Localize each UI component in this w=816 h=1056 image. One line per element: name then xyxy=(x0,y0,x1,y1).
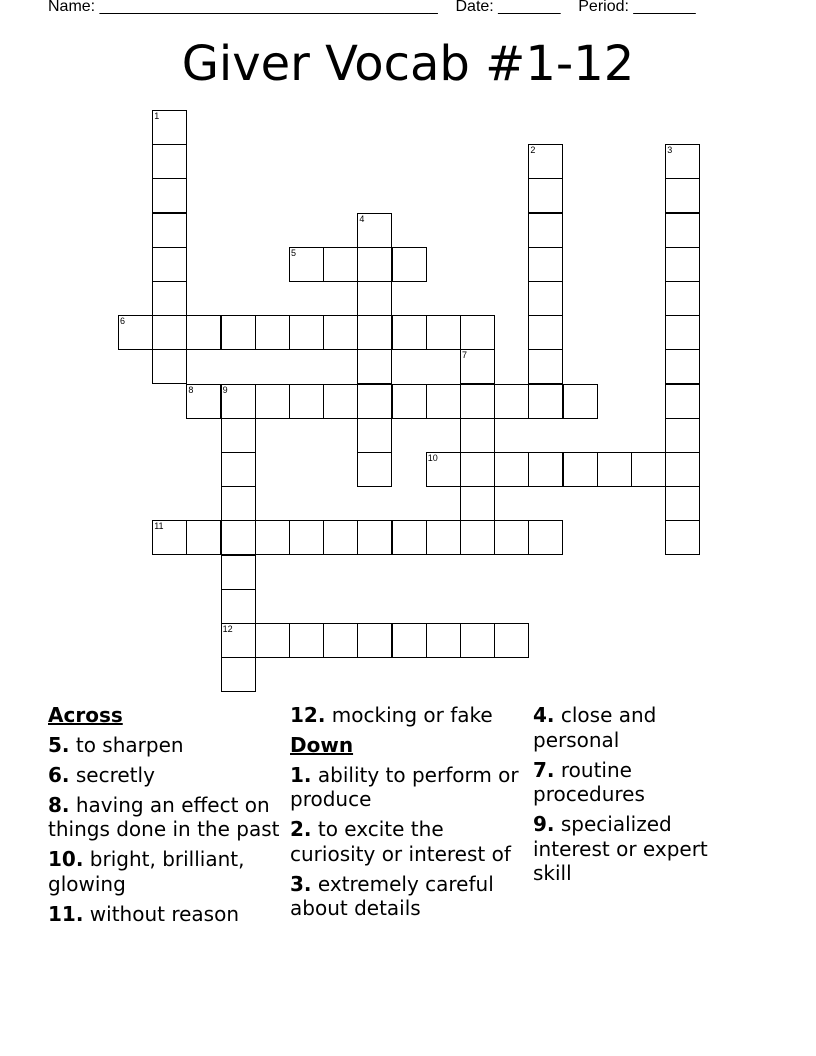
grid-cell[interactable] xyxy=(152,520,187,555)
grid-cell[interactable] xyxy=(221,486,256,521)
grid-cell[interactable] xyxy=(152,281,187,316)
grid-cell[interactable] xyxy=(392,520,427,555)
page-title: Giver Vocab #1-12 xyxy=(181,36,635,92)
grid-cell[interactable] xyxy=(460,349,495,384)
grid-cell[interactable] xyxy=(221,589,256,624)
grid-cell[interactable] xyxy=(665,281,700,316)
clue-number: 3 xyxy=(667,145,673,156)
grid-cell[interactable] xyxy=(255,384,290,419)
grid-cell[interactable] xyxy=(152,247,187,282)
down-clue: 4. close and personal xyxy=(533,703,657,752)
down-clue: 1. ability to perform or produce xyxy=(290,762,519,811)
clues-column-2 xyxy=(290,703,530,926)
grid-cell[interactable] xyxy=(289,520,324,555)
grid-cell[interactable] xyxy=(152,178,187,213)
grid-cell[interactable] xyxy=(221,520,256,555)
grid-cell[interactable] xyxy=(392,623,427,658)
grid-cell[interactable] xyxy=(631,452,666,487)
grid-cell[interactable] xyxy=(665,486,700,521)
down-clue: 7. routine procedures xyxy=(533,757,645,806)
grid-cell[interactable] xyxy=(289,623,324,658)
clue-number: 5 xyxy=(291,247,297,258)
grid-cell[interactable] xyxy=(563,452,598,487)
across-heading: Across xyxy=(48,703,123,727)
grid-cell[interactable] xyxy=(357,213,392,248)
grid-cell[interactable] xyxy=(426,315,461,350)
grid-cell[interactable] xyxy=(392,384,427,419)
grid-cell[interactable] xyxy=(665,247,700,282)
grid-cell[interactable] xyxy=(665,178,700,213)
across-clue: 12. mocking or fake xyxy=(290,703,493,727)
grid-cell[interactable] xyxy=(528,349,563,384)
grid-cell[interactable] xyxy=(665,315,700,350)
grid-cell[interactable] xyxy=(323,623,358,658)
grid-cell[interactable] xyxy=(528,247,563,282)
grid-cell[interactable] xyxy=(357,315,392,350)
grid-cell[interactable] xyxy=(152,144,187,179)
grid-cell[interactable] xyxy=(460,384,495,419)
grid-cell[interactable] xyxy=(221,555,256,590)
grid-cell[interactable] xyxy=(357,247,392,282)
grid-cell[interactable] xyxy=(357,452,392,487)
grid-cell[interactable] xyxy=(460,486,495,521)
clue-number: 6 xyxy=(120,316,126,327)
grid-cell[interactable] xyxy=(152,315,187,350)
student-info-line: Name: ______________________________________ Date: _______ Period: _______ xyxy=(48,0,696,15)
clue-number: 4 xyxy=(359,213,365,224)
grid-cell[interactable] xyxy=(289,315,324,350)
grid-cell[interactable] xyxy=(357,349,392,384)
grid-cell[interactable] xyxy=(665,213,700,248)
grid-cell[interactable] xyxy=(494,623,529,658)
grid-cell[interactable] xyxy=(152,110,187,145)
clue-number: 8 xyxy=(188,384,194,395)
grid-cell[interactable] xyxy=(221,384,256,419)
grid-cell[interactable] xyxy=(392,315,427,350)
grid-cell[interactable] xyxy=(665,418,700,453)
grid-cell[interactable] xyxy=(392,247,427,282)
grid-cell[interactable] xyxy=(460,418,495,453)
grid-cell[interactable] xyxy=(186,520,221,555)
grid-cell[interactable] xyxy=(152,213,187,248)
across-clue: 5. to sharpen xyxy=(48,732,184,757)
grid-cell[interactable] xyxy=(460,520,495,555)
across-clue: 11. without reason xyxy=(48,901,240,926)
grid-cell[interactable] xyxy=(323,315,358,350)
grid-cell[interactable] xyxy=(528,315,563,350)
grid-cell[interactable] xyxy=(186,315,221,350)
grid-cell[interactable] xyxy=(528,144,563,179)
grid-cell[interactable] xyxy=(460,452,495,487)
grid-cell[interactable] xyxy=(289,247,324,282)
grid-cell[interactable] xyxy=(323,520,358,555)
down-clue: 9. specialized interest or expert skill xyxy=(533,812,708,885)
grid-cell[interactable] xyxy=(357,520,392,555)
grid-cell[interactable] xyxy=(426,452,461,487)
across-clue: 10. bright, brilliant, glowing xyxy=(48,847,245,896)
clue-number: 10 xyxy=(427,453,438,463)
clue-number: 7 xyxy=(462,350,468,361)
grid-cell[interactable] xyxy=(528,520,563,555)
across-clue: 8. having an effect on things done in the past xyxy=(48,792,280,841)
clue-number: 2 xyxy=(530,145,536,156)
grid-cell[interactable] xyxy=(118,315,153,350)
grid-cell[interactable] xyxy=(323,247,358,282)
clue-number: 12 xyxy=(222,624,233,634)
grid-cell[interactable] xyxy=(528,384,563,419)
grid-cell[interactable] xyxy=(665,144,700,179)
grid-cell[interactable] xyxy=(563,384,598,419)
down-heading: Down xyxy=(290,733,354,757)
grid-cell[interactable] xyxy=(323,384,358,419)
grid-cell[interactable] xyxy=(289,384,324,419)
down-clue: 2. to excite the curiosity or interest of xyxy=(290,817,511,866)
clues-column-3 xyxy=(533,703,743,891)
grid-cell[interactable] xyxy=(357,623,392,658)
grid-cell[interactable] xyxy=(528,281,563,316)
grid-cell[interactable] xyxy=(528,452,563,487)
grid-cell[interactable] xyxy=(494,520,529,555)
grid-cell[interactable] xyxy=(357,418,392,453)
grid-cell[interactable] xyxy=(528,213,563,248)
grid-cell[interactable] xyxy=(426,623,461,658)
grid-cell[interactable] xyxy=(221,623,256,658)
grid-cell[interactable] xyxy=(665,452,700,487)
grid-cell[interactable] xyxy=(221,657,256,692)
grid-cell[interactable] xyxy=(665,349,700,384)
grid-cell[interactable] xyxy=(665,520,700,555)
grid-cell[interactable] xyxy=(460,623,495,658)
grid-cell[interactable] xyxy=(221,315,256,350)
grid-cell[interactable] xyxy=(255,315,290,350)
grid-cell[interactable] xyxy=(221,418,256,453)
grid-cell[interactable] xyxy=(665,384,700,419)
grid-cell[interactable] xyxy=(494,452,529,487)
clue-number: 1 xyxy=(154,111,160,121)
grid-cell[interactable] xyxy=(255,623,290,658)
grid-cell[interactable] xyxy=(357,384,392,419)
across-clue: 6. secretly xyxy=(48,762,155,787)
down-clue: 3. extremely careful about details xyxy=(290,871,494,920)
grid-cell[interactable] xyxy=(426,384,461,419)
clue-number: 11 xyxy=(154,521,164,532)
grid-cell[interactable] xyxy=(494,384,529,419)
grid-cell[interactable] xyxy=(186,384,221,419)
grid-cell[interactable] xyxy=(255,520,290,555)
grid-cell[interactable] xyxy=(357,281,392,316)
grid-cell[interactable] xyxy=(597,452,632,487)
grid-cell[interactable] xyxy=(426,520,461,555)
grid-cell[interactable] xyxy=(460,315,495,350)
grid-cell[interactable] xyxy=(528,178,563,213)
grid-cell[interactable] xyxy=(152,349,187,384)
clue-number: 9 xyxy=(222,384,228,395)
clues-column-1 xyxy=(48,703,288,932)
grid-cell[interactable] xyxy=(221,452,256,487)
